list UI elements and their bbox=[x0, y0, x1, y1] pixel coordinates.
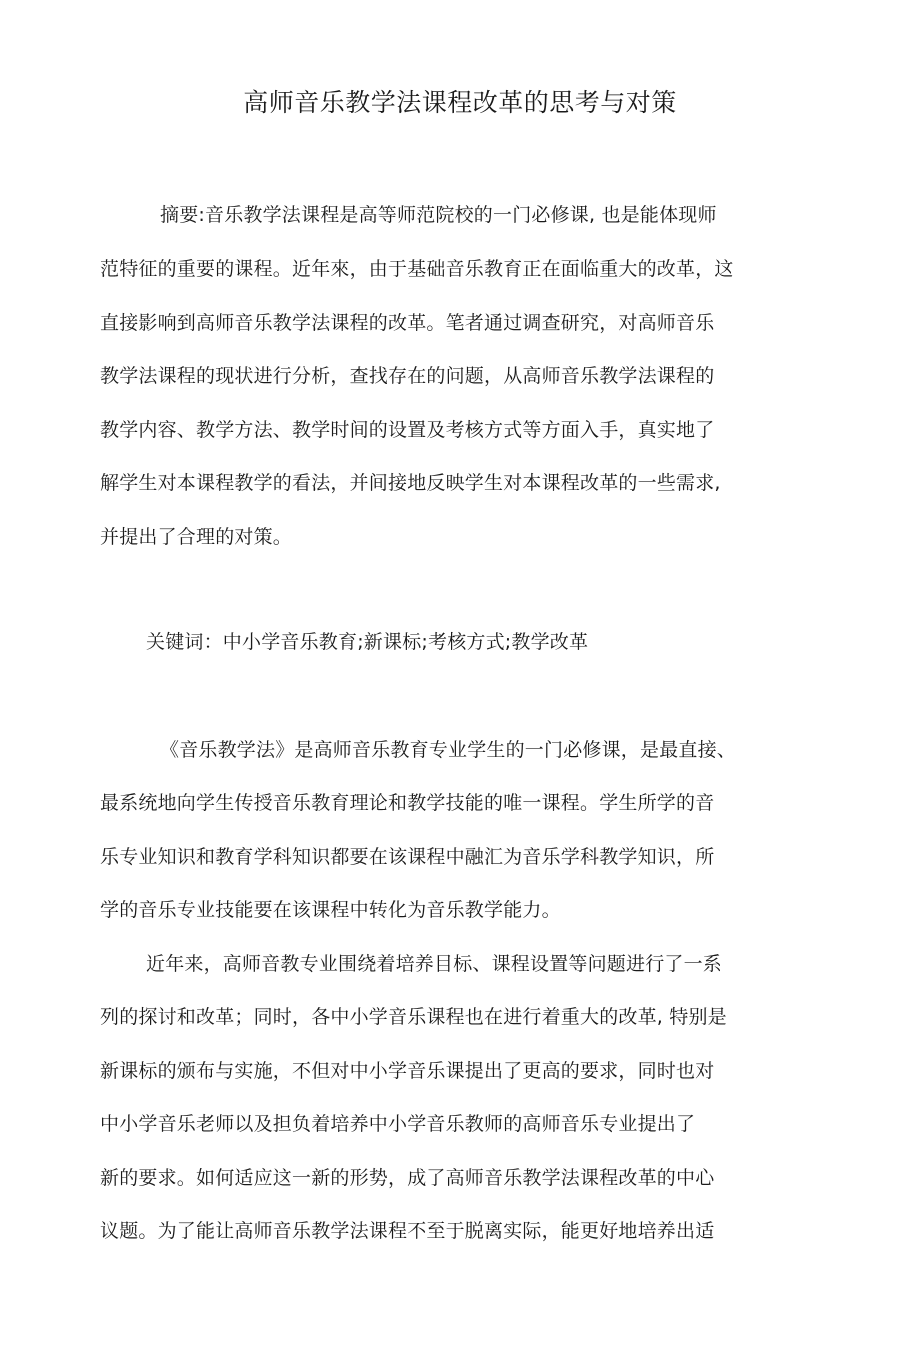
paragraph-line: 中小学音乐老师以及担负着培养中小学音乐教师的高师音乐专业提出了 bbox=[100, 1113, 696, 1135]
abstract-line: 教学法课程的现状进行分析，查找存在的问题，从高师音乐教学法课程的 bbox=[100, 365, 715, 387]
abstract-line: 直接影响到高师音乐教学法课程的改革。笔者通过调查研究，对高师音乐 bbox=[100, 312, 715, 334]
paragraph-line: 议题。为了能让高师音乐教学法课程不至于脱离实际，能更好地培养出适 bbox=[100, 1220, 715, 1242]
paragraph-line: 列的探讨和改革；同时，各中小学音乐课程也在进行着重大的改革, 特别是 bbox=[100, 1006, 727, 1028]
paragraph-line: 《音乐教学法》是高师音乐教育专业学生的一门必修课，是最直接、 bbox=[160, 739, 737, 761]
abstract-line: 并提出了合理的对策。 bbox=[100, 526, 293, 548]
abstract-line: 解学生对本课程教学的看法，并间接地反映学生对本课程改革的一些需求, bbox=[100, 472, 721, 494]
paragraph-line: 新课标的颁布与实施，不但对中小学音乐课提出了更高的要求，同时也对 bbox=[100, 1060, 715, 1082]
abstract-line: 范特征的重要的课程。近年來，由于基础音乐教育正在面临重大的改革，这 bbox=[100, 258, 734, 280]
keywords-line: 关键词：中小学音乐教育;新课标;考核方式;教学改革 bbox=[146, 631, 589, 653]
document-title: 高师音乐教学法课程改革的思考与对策 bbox=[243, 88, 677, 117]
paragraph-line: 学的音乐专业技能要在该课程中转化为音乐教学能力。 bbox=[100, 899, 561, 921]
paragraph-line: 最系统地向学生传授音乐教育理论和教学技能的唯一课程。学生所学的音 bbox=[100, 792, 715, 814]
paragraph-line: 近年来，高师音教专业围绕着培养目标、课程设置等问题进行了一系 bbox=[146, 953, 723, 975]
abstract-line: 教学内容、教学方法、教学时间的设置及考核方式等方面入手，真实地了 bbox=[100, 419, 715, 441]
abstract-line: 摘要:音乐教学法课程是高等师范院校的一门必修课, 也是能体现师 bbox=[160, 204, 717, 226]
paragraph-line: 乐专业知识和教育学科知识都要在该课程中融汇为音乐学科教学知识，所 bbox=[100, 846, 715, 868]
paragraph-line: 新的要求。如何适应这一新的形势，成了高师音乐教学法课程改革的中心 bbox=[100, 1167, 715, 1189]
